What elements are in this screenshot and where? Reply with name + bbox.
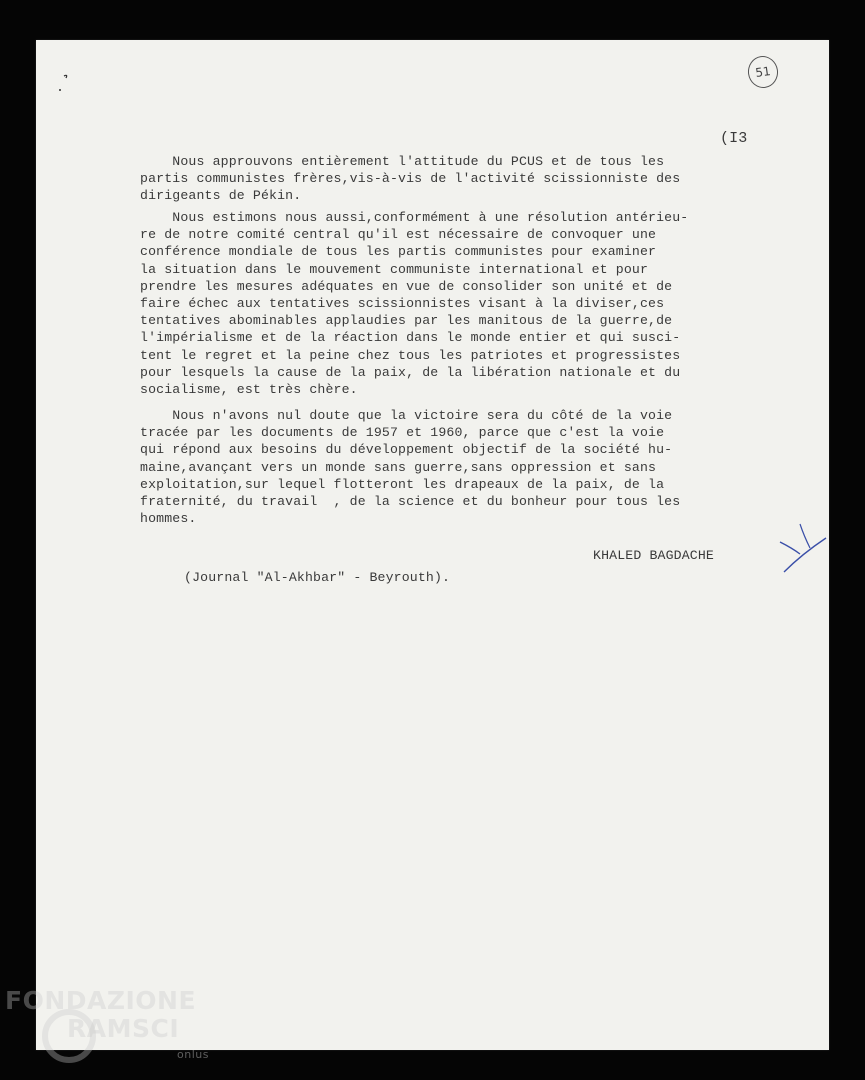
text-line: la situation dans le mouvement communiste international et pour <box>140 261 649 277</box>
text-line: conférence mondiale de tous les partis communistes pour examiner <box>140 244 657 260</box>
text-line: dirigeants de Pékin. <box>140 188 302 204</box>
watermark-line-2: RAMSCI <box>67 1014 180 1043</box>
text-line: exploitation,sur lequel flotteront les drapeaux de la paix, de la <box>140 476 665 492</box>
stamp-number: 51 <box>754 64 772 80</box>
text-line: tracée par les documents de 1957 et 1960, parce que c'est la voie <box>140 425 665 441</box>
text-line: Nous n'avons nul doute que la victoire sera du côté de la voie <box>140 408 673 423</box>
text-line: Nous approuvons entièrement l'attitude du PCUS et de tous les <box>140 154 665 169</box>
text-line: maine,avançant vers un monde sans guerre,sans oppression et sans <box>140 459 657 475</box>
document-sheet <box>36 40 829 1050</box>
page-number: (I3 <box>720 130 748 147</box>
text-line: faire échec aux tentatives scissionnistes visant à la diviser,ces <box>140 296 665 311</box>
corner-mark <box>46 68 76 98</box>
fondazione-gramsci-watermark <box>5 986 225 1066</box>
source-citation: (Journal "Al-Akhbar" - Beyrouth). <box>184 570 451 585</box>
text-line: socialisme, est très chère. <box>140 382 358 397</box>
text-line: pour lesquels la cause de la paix, de la libération nationale et du <box>140 364 681 380</box>
text-line: l'impérialisme et de la réaction dans le monde entier et qui susci- <box>140 330 681 346</box>
text-line: tentatives abominables applaudies par les manitous de la guerre,de <box>140 313 673 329</box>
text-line: partis communistes frères,vis-à-vis de l'activité scissionniste des <box>140 171 681 187</box>
pen-cross-mark <box>778 520 828 580</box>
text-line: re de notre comité central qu'il est nécessaire de convoquer une <box>140 227 657 243</box>
text-line: Nous estimons nous aussi,conformément à une résolution antérieu- <box>140 210 689 225</box>
watermark-line-3: onlus <box>177 1048 209 1061</box>
text-line: prendre les mesures adéquates en vue de consolider son unité et de <box>140 278 673 294</box>
archive-stamp <box>746 54 780 90</box>
text-line: fraternité, du travail , de la science et du bonheur pour tous les <box>140 494 681 509</box>
text-line: tent le regret et la peine chez tous les patriotes et progressistes <box>140 347 681 363</box>
text-line: qui répond aux besoins du développement objectif de la société hu- <box>140 442 673 458</box>
text-line: hommes. <box>140 511 197 527</box>
watermark-line-1: FONDAZIONE <box>5 986 197 1015</box>
signature: KHALED BAGDACHE <box>593 548 714 563</box>
